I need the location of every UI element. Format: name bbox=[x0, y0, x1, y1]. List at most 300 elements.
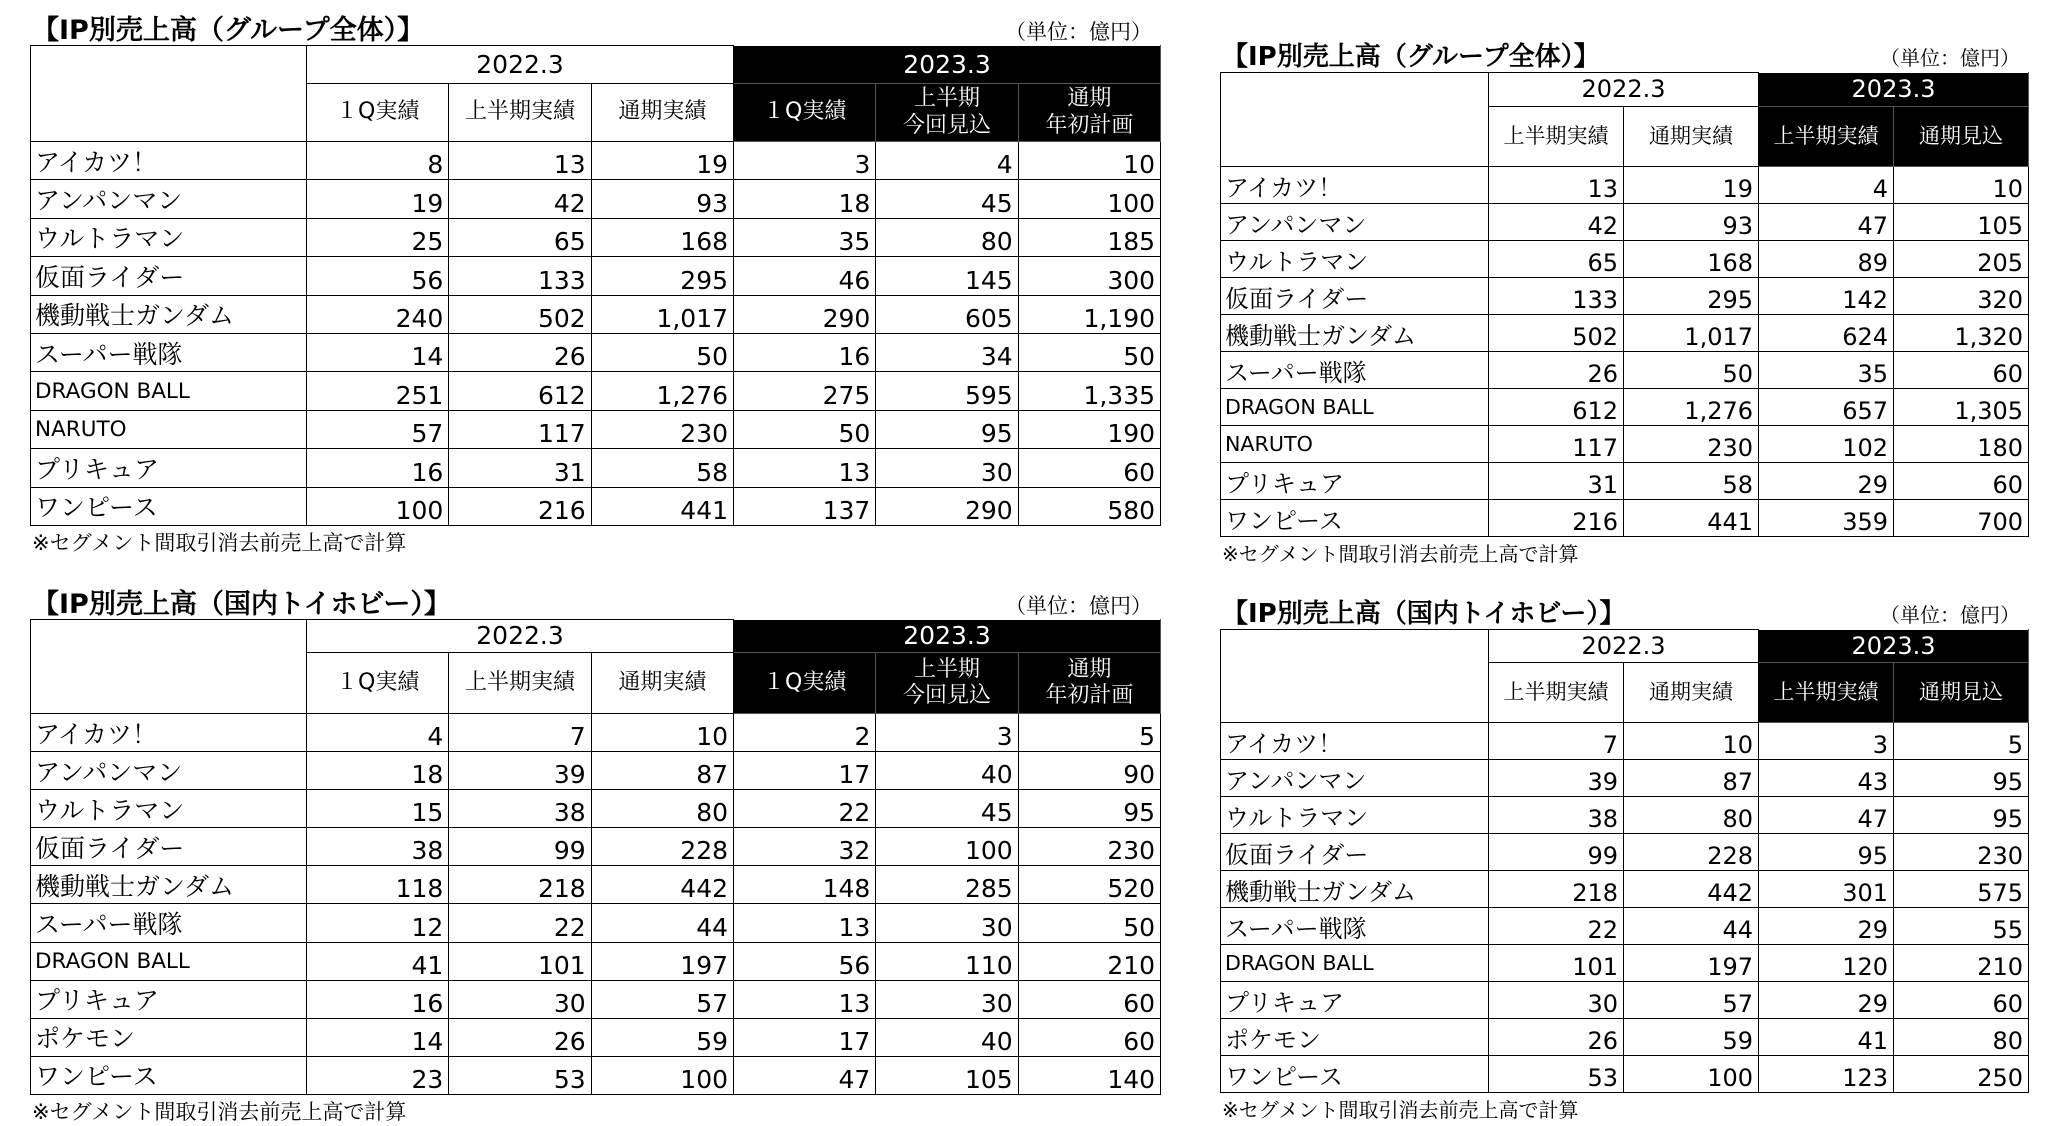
sales-value: 39 bbox=[449, 752, 591, 790]
sales-value: 95 bbox=[1894, 760, 2029, 797]
sales-table bbox=[30, 45, 1161, 526]
sales-value: 10 bbox=[1894, 167, 2029, 204]
sales-value: 285 bbox=[876, 866, 1018, 904]
sales-value: 190 bbox=[1018, 410, 1160, 448]
sales-value: 42 bbox=[1489, 204, 1624, 241]
ip-name: ポケモン bbox=[31, 1018, 307, 1056]
sales-value: 60 bbox=[1894, 463, 2029, 500]
sales-value: 105 bbox=[876, 1056, 1018, 1094]
sales-value: 95 bbox=[1759, 834, 1894, 871]
sales-value: 60 bbox=[1894, 982, 2029, 1019]
table-row bbox=[1221, 426, 2029, 463]
table-row bbox=[31, 866, 1161, 904]
ip-name: アンパンマン bbox=[31, 180, 307, 218]
sales-value: 290 bbox=[734, 295, 876, 333]
table-row bbox=[31, 180, 1161, 218]
ip-name: スーパー戦隊 bbox=[31, 333, 307, 371]
sales-table bbox=[1220, 629, 2029, 1093]
sales-value: 101 bbox=[449, 942, 591, 980]
table-row bbox=[31, 410, 1161, 448]
sales-value: 520 bbox=[1018, 866, 1160, 904]
column-header-line: 上半期 bbox=[914, 86, 981, 112]
ip-name: プリキュア bbox=[1221, 463, 1489, 500]
sales-value: 295 bbox=[591, 257, 733, 295]
sales-value: 4 bbox=[307, 714, 449, 752]
column-header bbox=[1894, 107, 2029, 167]
ip-name: 機動戦士ガンダム bbox=[1221, 315, 1489, 352]
sales-value: 168 bbox=[1624, 241, 1759, 278]
column-header: 通期実績 bbox=[1624, 663, 1759, 723]
ip-name: アイカツ！ bbox=[1221, 723, 1489, 760]
sales-value: 59 bbox=[1624, 1019, 1759, 1056]
sales-value: 12 bbox=[307, 904, 449, 942]
sales-value: 117 bbox=[1489, 426, 1624, 463]
sales-value: 5 bbox=[1018, 714, 1160, 752]
sales-value: 612 bbox=[1489, 389, 1624, 426]
sales-value: 1,017 bbox=[591, 295, 733, 333]
sales-value: 58 bbox=[1624, 463, 1759, 500]
sales-value: 80 bbox=[876, 218, 1018, 256]
ip-name: ワンピース bbox=[31, 487, 307, 525]
ip-name: ワンピース bbox=[1221, 1056, 1489, 1093]
sales-value: 26 bbox=[1489, 352, 1624, 389]
year-header-prev: 2022.3 bbox=[1489, 73, 1759, 107]
table-row bbox=[31, 449, 1161, 487]
sales-value: 240 bbox=[307, 295, 449, 333]
column-header-line: 上半期実績 bbox=[1773, 679, 1879, 704]
sales-value: 230 bbox=[1018, 828, 1160, 866]
column-header bbox=[876, 84, 1018, 142]
sales-value: 22 bbox=[734, 790, 876, 828]
sales-value: 140 bbox=[1018, 1056, 1160, 1094]
sales-value: 58 bbox=[591, 449, 733, 487]
unit-label: （単位：億円） bbox=[1880, 603, 2020, 627]
ip-name: 仮面ライダー bbox=[31, 257, 307, 295]
sales-value: 7 bbox=[1489, 723, 1624, 760]
column-header: １Q実績 bbox=[307, 653, 449, 714]
column-header-line: 通期 bbox=[1067, 86, 1112, 112]
sales-value: 218 bbox=[1489, 871, 1624, 908]
ip-name: ウルトラマン bbox=[31, 790, 307, 828]
panel-title: 【IP別売上高（国内トイホビー）】 bbox=[1222, 599, 1626, 629]
unit-label: （単位：億円） bbox=[1005, 20, 1152, 44]
unit-label: （単位：億円） bbox=[1880, 46, 2020, 70]
ip-name: プリキュア bbox=[1221, 982, 1489, 1019]
ip-name: アンパンマン bbox=[1221, 204, 1489, 241]
sales-value: 19 bbox=[307, 180, 449, 218]
column-header bbox=[734, 84, 876, 142]
sales-value: 118 bbox=[307, 866, 449, 904]
table-row bbox=[31, 980, 1161, 1018]
sales-value: 50 bbox=[1624, 352, 1759, 389]
sales-value: 300 bbox=[1018, 257, 1160, 295]
table-row bbox=[31, 142, 1161, 180]
table-row bbox=[1221, 945, 2029, 982]
sales-value: 1,276 bbox=[591, 372, 733, 410]
table-row bbox=[31, 828, 1161, 866]
sales-value: 39 bbox=[1489, 760, 1624, 797]
panel-title: 【IP別売上高（グループ全体）】 bbox=[32, 15, 425, 46]
sales-value: 230 bbox=[1624, 426, 1759, 463]
sales-value: 120 bbox=[1759, 945, 1894, 982]
column-header: 上半期実績 bbox=[1489, 663, 1624, 723]
sales-value: 30 bbox=[876, 449, 1018, 487]
sales-value: 16 bbox=[307, 980, 449, 1018]
sales-value: 210 bbox=[1018, 942, 1160, 980]
column-header-line: 通期 bbox=[1067, 656, 1112, 682]
table-row bbox=[31, 752, 1161, 790]
column-header-line: １Q実績 bbox=[763, 669, 847, 695]
sales-value: 251 bbox=[307, 372, 449, 410]
sales-value: 40 bbox=[876, 1018, 1018, 1056]
sales-value: 100 bbox=[1018, 180, 1160, 218]
ip-name: スーパー戦隊 bbox=[1221, 352, 1489, 389]
sales-value: 7 bbox=[449, 714, 591, 752]
sales-value: 14 bbox=[307, 1018, 449, 1056]
sales-value: 95 bbox=[1018, 790, 1160, 828]
table-row bbox=[1221, 797, 2029, 834]
corner-cell bbox=[31, 46, 307, 142]
sales-value: 1,320 bbox=[1894, 315, 2029, 352]
column-header bbox=[1894, 663, 2029, 723]
ip-name: ポケモン bbox=[1221, 1019, 1489, 1056]
sales-value: 4 bbox=[876, 142, 1018, 180]
sales-value: 290 bbox=[876, 487, 1018, 525]
sales-value: 19 bbox=[591, 142, 733, 180]
sales-value: 35 bbox=[734, 218, 876, 256]
column-header bbox=[1018, 84, 1160, 142]
ip-name: ワンピース bbox=[1221, 500, 1489, 537]
column-header: 通期実績 bbox=[591, 84, 733, 142]
sales-value: 102 bbox=[1759, 426, 1894, 463]
table-row bbox=[31, 218, 1161, 256]
sales-value: 13 bbox=[734, 980, 876, 1018]
sales-value: 29 bbox=[1759, 908, 1894, 945]
sales-value: 117 bbox=[449, 410, 591, 448]
sales-value: 101 bbox=[1489, 945, 1624, 982]
ip-name: 仮面ライダー bbox=[1221, 278, 1489, 315]
sales-value: 19 bbox=[1624, 167, 1759, 204]
sales-value: 31 bbox=[1489, 463, 1624, 500]
column-header-line: 上半期 bbox=[914, 656, 981, 682]
table-row bbox=[31, 487, 1161, 525]
table-row bbox=[31, 1056, 1161, 1094]
ip-name: アンパンマン bbox=[31, 752, 307, 790]
sales-value: 133 bbox=[1489, 278, 1624, 315]
table-row bbox=[31, 942, 1161, 980]
table-row bbox=[1221, 463, 2029, 500]
sales-value: 99 bbox=[449, 828, 591, 866]
column-header: 通期実績 bbox=[1624, 107, 1759, 167]
sales-value: 17 bbox=[734, 1018, 876, 1056]
table-row bbox=[1221, 167, 2029, 204]
table-row bbox=[1221, 760, 2029, 797]
ip-name: アイカツ！ bbox=[31, 714, 307, 752]
sales-value: 30 bbox=[876, 904, 1018, 942]
year-header-prev: 2022.3 bbox=[1489, 630, 1759, 663]
sales-value: 216 bbox=[1489, 500, 1624, 537]
table-row bbox=[31, 1018, 1161, 1056]
sales-value: 30 bbox=[876, 980, 1018, 1018]
corner-cell bbox=[1221, 73, 1489, 167]
table-row bbox=[1221, 500, 2029, 537]
sales-value: 123 bbox=[1759, 1056, 1894, 1093]
sales-value: 50 bbox=[1018, 904, 1160, 942]
column-header-line: １Q実績 bbox=[763, 99, 847, 125]
ip-name: アイカツ！ bbox=[1221, 167, 1489, 204]
year-header-cur: 2023.3 bbox=[1759, 73, 2029, 107]
sales-value: 45 bbox=[876, 180, 1018, 218]
sales-value: 1,017 bbox=[1624, 315, 1759, 352]
ip-name: プリキュア bbox=[31, 980, 307, 1018]
table-row bbox=[1221, 389, 2029, 426]
sales-value: 1,335 bbox=[1018, 372, 1160, 410]
sales-value: 16 bbox=[307, 449, 449, 487]
ip-name: 機動戦士ガンダム bbox=[1221, 871, 1489, 908]
ip-name: DRAGON BALL bbox=[31, 942, 307, 980]
sales-value: 50 bbox=[734, 410, 876, 448]
sales-value: 18 bbox=[734, 180, 876, 218]
ip-name: スーパー戦隊 bbox=[1221, 908, 1489, 945]
sales-value: 3 bbox=[876, 714, 1018, 752]
table-row bbox=[1221, 352, 2029, 389]
sales-table bbox=[1220, 72, 2029, 537]
sales-value: 40 bbox=[876, 752, 1018, 790]
sales-value: 42 bbox=[449, 180, 591, 218]
sales-value: 32 bbox=[734, 828, 876, 866]
sales-value: 13 bbox=[734, 904, 876, 942]
sales-value: 442 bbox=[591, 866, 733, 904]
sales-value: 502 bbox=[1489, 315, 1624, 352]
sales-value: 44 bbox=[1624, 908, 1759, 945]
sales-value: 38 bbox=[449, 790, 591, 828]
sales-value: 46 bbox=[734, 257, 876, 295]
sales-value: 180 bbox=[1894, 426, 2029, 463]
ip-name: ウルトラマン bbox=[1221, 797, 1489, 834]
column-header bbox=[734, 653, 876, 714]
sales-value: 80 bbox=[1624, 797, 1759, 834]
ip-name: NARUTO bbox=[1221, 426, 1489, 463]
sales-value: 57 bbox=[1624, 982, 1759, 1019]
sales-value: 359 bbox=[1759, 500, 1894, 537]
column-header bbox=[876, 653, 1018, 714]
sales-value: 65 bbox=[1489, 241, 1624, 278]
sales-value: 250 bbox=[1894, 1056, 2029, 1093]
sales-value: 60 bbox=[1894, 352, 2029, 389]
sales-value: 575 bbox=[1894, 871, 2029, 908]
sales-value: 14 bbox=[307, 333, 449, 371]
sales-value: 275 bbox=[734, 372, 876, 410]
sales-value: 4 bbox=[1759, 167, 1894, 204]
sales-value: 60 bbox=[1018, 980, 1160, 1018]
sales-value: 441 bbox=[591, 487, 733, 525]
sales-value: 87 bbox=[1624, 760, 1759, 797]
column-header bbox=[1759, 107, 1894, 167]
sales-value: 50 bbox=[591, 333, 733, 371]
sales-value: 1,305 bbox=[1894, 389, 2029, 426]
sales-value: 442 bbox=[1624, 871, 1759, 908]
sales-value: 44 bbox=[591, 904, 733, 942]
table-row bbox=[31, 904, 1161, 942]
sales-value: 34 bbox=[876, 333, 1018, 371]
ip-name: 機動戦士ガンダム bbox=[31, 866, 307, 904]
year-header-cur: 2023.3 bbox=[734, 620, 1161, 653]
column-header: 通期実績 bbox=[591, 653, 733, 714]
table-row bbox=[31, 714, 1161, 752]
sales-value: 205 bbox=[1894, 241, 2029, 278]
sales-value: 8 bbox=[307, 142, 449, 180]
year-header-cur: 2023.3 bbox=[734, 46, 1161, 84]
column-header: 上半期実績 bbox=[1489, 107, 1624, 167]
sales-value: 13 bbox=[449, 142, 591, 180]
sales-value: 105 bbox=[1894, 204, 2029, 241]
column-header-line: 上半期実績 bbox=[1773, 123, 1879, 148]
sales-value: 47 bbox=[1759, 204, 1894, 241]
footnote: ※セグメント間取引消去前売上高で計算 bbox=[32, 531, 407, 555]
ip-name: DRAGON BALL bbox=[1221, 945, 1489, 982]
sales-value: 30 bbox=[1489, 982, 1624, 1019]
sales-value: 10 bbox=[591, 714, 733, 752]
sales-value: 3 bbox=[1759, 723, 1894, 760]
table-row bbox=[31, 372, 1161, 410]
sales-value: 53 bbox=[449, 1056, 591, 1094]
table-row bbox=[1221, 871, 2029, 908]
column-header-line: 年初計画 bbox=[1045, 112, 1134, 138]
sales-value: 15 bbox=[307, 790, 449, 828]
sales-value: 100 bbox=[591, 1056, 733, 1094]
year-header-cur: 2023.3 bbox=[1759, 630, 2029, 663]
sales-value: 441 bbox=[1624, 500, 1759, 537]
ip-name: アイカツ！ bbox=[31, 142, 307, 180]
footnote: ※セグメント間取引消去前売上高で計算 bbox=[32, 1100, 407, 1124]
sales-value: 55 bbox=[1894, 908, 2029, 945]
sales-value: 137 bbox=[734, 487, 876, 525]
ip-name: 機動戦士ガンダム bbox=[31, 295, 307, 333]
sales-value: 26 bbox=[1489, 1019, 1624, 1056]
sales-value: 295 bbox=[1624, 278, 1759, 315]
column-header bbox=[1759, 663, 1894, 723]
sales-value: 10 bbox=[1624, 723, 1759, 760]
sales-value: 90 bbox=[1018, 752, 1160, 790]
sales-value: 100 bbox=[307, 487, 449, 525]
table-row bbox=[1221, 908, 2029, 945]
table-row bbox=[1221, 723, 2029, 760]
sales-value: 89 bbox=[1759, 241, 1894, 278]
sales-value: 93 bbox=[591, 180, 733, 218]
sales-value: 93 bbox=[1624, 204, 1759, 241]
table-row bbox=[1221, 315, 2029, 352]
sales-value: 16 bbox=[734, 333, 876, 371]
table-row bbox=[31, 257, 1161, 295]
column-header-line: 今回見込 bbox=[903, 683, 992, 708]
sales-value: 605 bbox=[876, 295, 1018, 333]
table-row bbox=[1221, 834, 2029, 871]
sales-value: 1,276 bbox=[1624, 389, 1759, 426]
sales-value: 110 bbox=[876, 942, 1018, 980]
sales-value: 100 bbox=[1624, 1056, 1759, 1093]
table-row bbox=[31, 295, 1161, 333]
column-header: １Q実績 bbox=[307, 84, 449, 142]
sales-value: 502 bbox=[449, 295, 591, 333]
sales-value: 38 bbox=[1489, 797, 1624, 834]
sales-value: 30 bbox=[449, 980, 591, 1018]
column-header-line: 通期見込 bbox=[1919, 679, 2004, 704]
sales-value: 41 bbox=[307, 942, 449, 980]
sales-value: 320 bbox=[1894, 278, 2029, 315]
sales-value: 47 bbox=[1759, 797, 1894, 834]
sales-value: 53 bbox=[1489, 1056, 1624, 1093]
corner-cell bbox=[1221, 630, 1489, 723]
sales-value: 23 bbox=[307, 1056, 449, 1094]
ip-name: 仮面ライダー bbox=[1221, 834, 1489, 871]
panel-title: 【IP別売上高（国内トイホビー）】 bbox=[32, 589, 451, 620]
sales-value: 31 bbox=[449, 449, 591, 487]
sales-value: 5 bbox=[1894, 723, 2029, 760]
sales-value: 57 bbox=[307, 410, 449, 448]
sales-value: 26 bbox=[449, 1018, 591, 1056]
sales-value: 80 bbox=[591, 790, 733, 828]
sales-value: 95 bbox=[876, 410, 1018, 448]
sales-value: 301 bbox=[1759, 871, 1894, 908]
sales-value: 26 bbox=[449, 333, 591, 371]
year-header-prev: 2022.3 bbox=[307, 620, 734, 653]
table-row bbox=[1221, 278, 2029, 315]
sales-value: 18 bbox=[307, 752, 449, 790]
sales-value: 218 bbox=[449, 866, 591, 904]
sales-value: 43 bbox=[1759, 760, 1894, 797]
column-header-line: 今回見込 bbox=[903, 112, 992, 138]
year-header-prev: 2022.3 bbox=[307, 46, 734, 84]
panel-title: 【IP別売上高（グループ全体）】 bbox=[1222, 42, 1600, 72]
sales-value: 41 bbox=[1759, 1019, 1894, 1056]
sales-value: 22 bbox=[449, 904, 591, 942]
footnote: ※セグメント間取引消去前売上高で計算 bbox=[1222, 542, 1579, 566]
ip-name: DRAGON BALL bbox=[1221, 389, 1489, 426]
table-row bbox=[1221, 1019, 2029, 1056]
sales-value: 50 bbox=[1018, 333, 1160, 371]
column-header bbox=[1018, 653, 1160, 714]
sales-value: 56 bbox=[307, 257, 449, 295]
sales-value: 25 bbox=[307, 218, 449, 256]
sales-value: 13 bbox=[1489, 167, 1624, 204]
sales-value: 230 bbox=[1894, 834, 2029, 871]
sales-value: 230 bbox=[591, 410, 733, 448]
sales-value: 624 bbox=[1759, 315, 1894, 352]
sales-value: 1,190 bbox=[1018, 295, 1160, 333]
table-row bbox=[1221, 982, 2029, 1019]
unit-label: （単位：億円） bbox=[1005, 594, 1152, 618]
sales-value: 657 bbox=[1759, 389, 1894, 426]
ip-name: ワンピース bbox=[31, 1056, 307, 1094]
sales-value: 580 bbox=[1018, 487, 1160, 525]
sales-value: 95 bbox=[1894, 797, 2029, 834]
table-row bbox=[1221, 241, 2029, 278]
sales-table bbox=[30, 619, 1161, 1095]
sales-value: 700 bbox=[1894, 500, 2029, 537]
sales-value: 197 bbox=[1624, 945, 1759, 982]
sales-value: 59 bbox=[591, 1018, 733, 1056]
sales-value: 80 bbox=[1894, 1019, 2029, 1056]
sales-value: 228 bbox=[1624, 834, 1759, 871]
sales-value: 29 bbox=[1759, 463, 1894, 500]
sales-value: 60 bbox=[1018, 449, 1160, 487]
sales-value: 56 bbox=[734, 942, 876, 980]
sales-value: 100 bbox=[876, 828, 1018, 866]
ip-name: アンパンマン bbox=[1221, 760, 1489, 797]
ip-name: NARUTO bbox=[31, 410, 307, 448]
sales-value: 35 bbox=[1759, 352, 1894, 389]
sales-value: 17 bbox=[734, 752, 876, 790]
